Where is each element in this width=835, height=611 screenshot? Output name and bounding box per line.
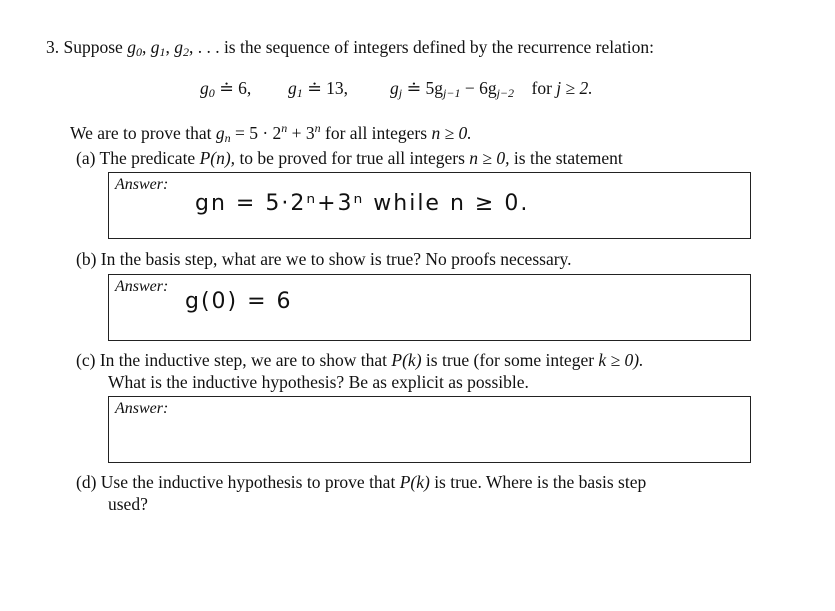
answer-box-b[interactable] (108, 274, 751, 341)
answer-box-a[interactable] (108, 172, 751, 239)
g0-value: 6, (238, 78, 252, 98)
g1-value: 13, (326, 78, 349, 98)
answer-label-c: Answer: (115, 400, 169, 417)
part-d-question-line2: used? (108, 494, 148, 514)
part-b-question: (b) In the basis step, what are we to show is true? No proofs necessary. (76, 249, 572, 269)
prove-statement: We are to prove that $g_n = 5 \cdot 2^n + 3^n$ for all integers n ≥ 0. (70, 121, 472, 145)
handwritten-answer-b: g(0) = 6 (185, 289, 293, 314)
answer-label-a: Answer: (115, 176, 169, 193)
part-a-question: (a) The predicate P(n), to be proved for true all integers n ≥ 0, is the statement (76, 148, 623, 168)
answer-label-b: Answer: (115, 278, 169, 295)
recurrence-g1: $g_1$ ≐ 13, (288, 78, 349, 100)
recurrence-gj: $g_j$ ≐ $5g_{j-1} - 6g_{j-2}$ for j ≥ 2. (390, 78, 593, 100)
handwritten-answer-a: gn = 5·2ⁿ+3ⁿ while n ≥ 0. (195, 191, 530, 216)
part-c-question-line2: What is the inductive hypothesis? Be as explicit as possible. (108, 372, 529, 392)
part-c-question-line1: (c) In the inductive step, we are to show that P(k) is true (for some integer k ≥ 0). (76, 350, 644, 370)
problem-intro: 3. Suppose $g_0$, $g_1$, $g_2$, . . . is the sequence of integers defined by the recurrence relation: (46, 37, 654, 59)
problem-number: 3. (46, 37, 60, 57)
part-d-question-line1: (d) Use the inductive hypothesis to prove that P(k) is true. Where is the basis step (76, 472, 647, 492)
recurrence-relation: $g_0$ ≐ 6, (200, 78, 252, 100)
answer-box-c[interactable] (108, 396, 751, 463)
